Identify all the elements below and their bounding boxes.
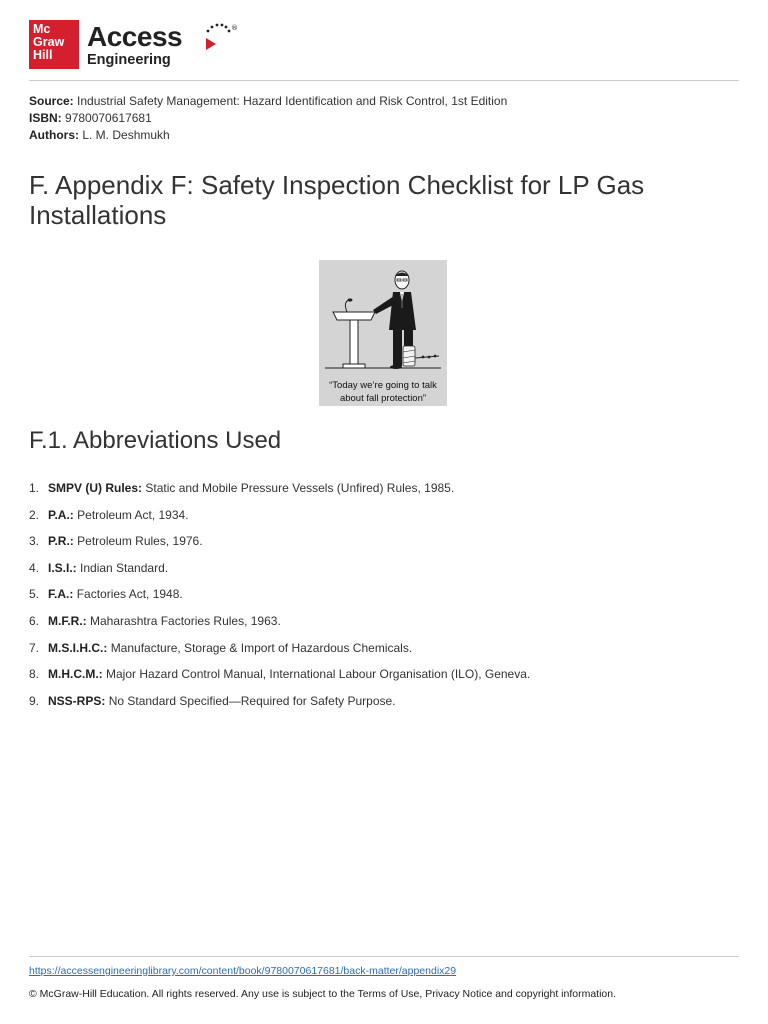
- item-definition: Factories Act, 1948.: [76, 587, 183, 602]
- item-definition: Petroleum Act, 1934.: [77, 507, 189, 522]
- list-item: [29, 691, 530, 718]
- item-abbreviation: SMPV (U) Rules:: [48, 481, 143, 495]
- footer-divider: [29, 956, 739, 957]
- list-item: [29, 611, 530, 638]
- registered-mark: ®: [231, 24, 238, 32]
- logo-arrow-icon: [204, 22, 246, 52]
- logo-access-text: Access: [87, 21, 183, 52]
- item-definition: Petroleum Rules, 1976.: [77, 534, 203, 549]
- access-engineering-logo[interactable]: [87, 18, 257, 70]
- list-item: [29, 584, 530, 611]
- mcgraw-hill-logo[interactable]: [29, 20, 79, 69]
- list-item: [29, 478, 530, 505]
- item-number: 7.: [29, 640, 40, 655]
- authors-label: Authors:: [29, 128, 79, 142]
- logo-line-2: Graw: [33, 35, 65, 49]
- source-metadata: [29, 93, 507, 144]
- item-number: 9.: [29, 693, 40, 708]
- authors-line: [29, 127, 507, 144]
- item-number: 2.: [29, 507, 40, 522]
- header-divider: [29, 80, 739, 81]
- list-item: [29, 664, 530, 691]
- logo-line-1: Mc: [33, 22, 51, 36]
- item-abbreviation: P.A.:: [48, 507, 74, 522]
- list-item: [29, 505, 530, 532]
- item-number: 4.: [29, 560, 40, 575]
- list-item: [29, 558, 530, 585]
- item-definition: Static and Mobile Pressure Vessels (Unfired) Rules, 1985.: [145, 481, 455, 495]
- cartoon-caption-line-1: “Today we’re going to talk: [329, 380, 437, 391]
- item-number: 3.: [29, 534, 40, 549]
- list-item: [29, 531, 530, 558]
- copyright-notice: © McGraw-Hill Education. All rights reserved. Any use is subject to the Terms of Use, Privacy Notice and copyright information.: [29, 988, 617, 1000]
- cartoon-caption-line-2: about fall protection”: [339, 393, 427, 404]
- item-definition: Indian Standard.: [80, 560, 169, 575]
- section-heading: F.1. Abbreviations Used: [29, 427, 282, 454]
- item-abbreviation: I.S.I.:: [48, 560, 77, 575]
- item-definition: Major Hazard Control Manual, International Labour Organisation (ILO), Geneva.: [106, 667, 531, 682]
- isbn-value: 9780070617681: [65, 111, 152, 125]
- source-url-link[interactable]: https://accessengineeringlibrary.com/content/book/9780070617681/back-matter/appendix29: [29, 965, 457, 977]
- item-definition: Manufacture, Storage & Import of Hazardous Chemicals.: [110, 640, 413, 655]
- item-abbreviation: F.A.:: [48, 587, 74, 602]
- logo-engineering-text: Engineering: [87, 52, 171, 68]
- page-header: [29, 18, 739, 70]
- logo-line-3: Hill: [33, 48, 53, 62]
- abbreviations-list: [29, 478, 530, 717]
- authors-value: L. M. Deshmukh: [82, 128, 170, 142]
- item-definition: No Standard Specified—Required for Safety Purpose.: [108, 693, 396, 708]
- cartoon-illustration: [319, 260, 447, 372]
- cartoon-image: [319, 260, 447, 406]
- item-number: 1.: [29, 481, 40, 495]
- source-value: Industrial Safety Management: Hazard Identification and Risk Control, 1st Edition: [77, 94, 508, 108]
- item-definition: Maharashtra Factories Rules, 1963.: [90, 613, 281, 628]
- item-abbreviation: M.H.C.M.:: [48, 667, 103, 682]
- item-abbreviation: NSS-RPS:: [48, 693, 106, 708]
- item-number: 8.: [29, 667, 40, 682]
- isbn-line: [29, 110, 507, 127]
- item-abbreviation: P.R.:: [48, 534, 74, 549]
- source-line: [29, 93, 507, 110]
- isbn-label: ISBN:: [29, 111, 62, 125]
- list-item: [29, 638, 530, 665]
- item-abbreviation: M.S.I.H.C.:: [48, 640, 108, 655]
- source-label: Source:: [29, 94, 74, 108]
- item-number: 6.: [29, 613, 40, 628]
- item-abbreviation: M.F.R.:: [48, 613, 87, 628]
- item-number: 5.: [29, 587, 40, 602]
- page-title: F. Appendix F: Safety Inspection Checklist for LP Gas Installations: [29, 170, 645, 230]
